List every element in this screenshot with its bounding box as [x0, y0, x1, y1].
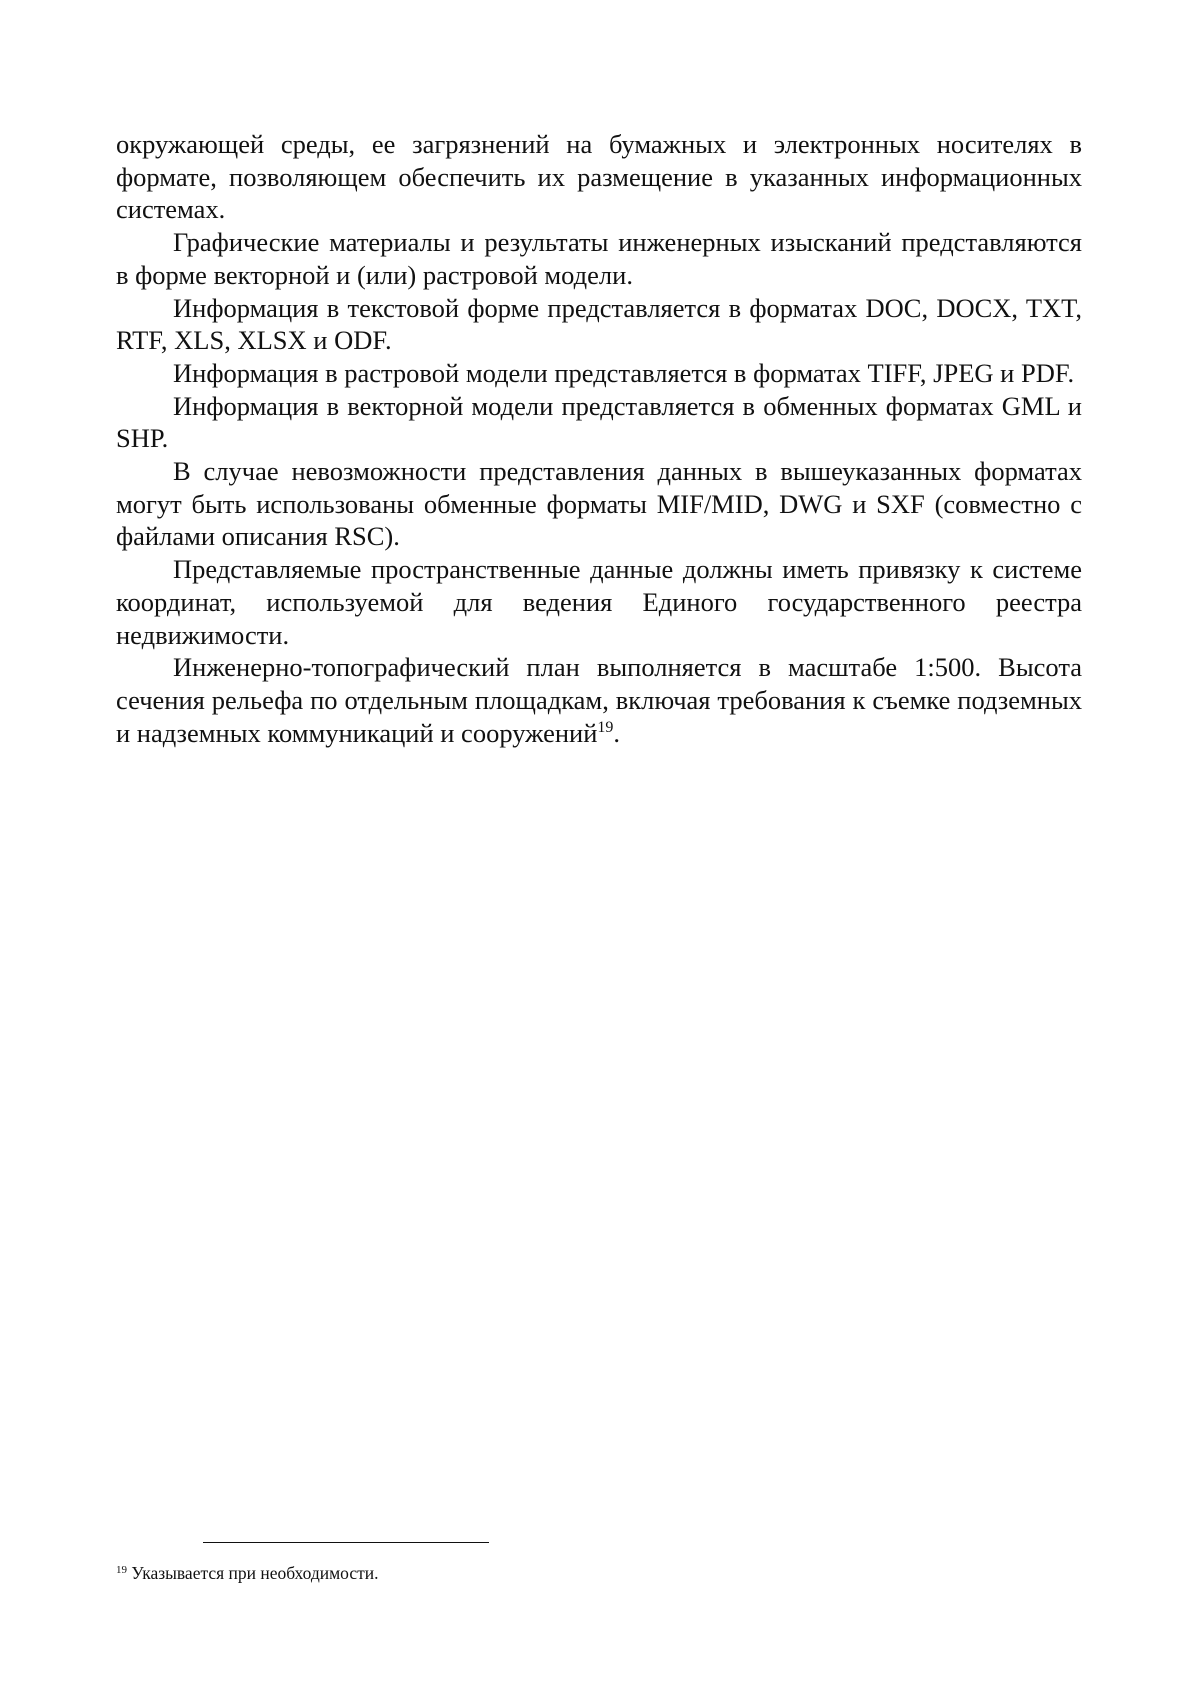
footnote-separator [203, 1542, 489, 1543]
paragraph-coordinate-system: Представляемые пространственные данные должны иметь привязку к системе координат, используемой для ведения Единого государственного реестра недвижимости. [116, 554, 1082, 650]
footnote-number: 19 [116, 1564, 127, 1576]
paragraph-continuation: окружающей среды, ее загрязнений на бумажных и электронных носителях в формате, позволяющем обеспечить их размещение в указанных информационных системах. [116, 129, 1082, 225]
footnote-reference: 19 [597, 718, 614, 736]
paragraph-topographic-plan [116, 651, 1082, 749]
paragraph-raster-formats: Информация в растровой модели представляется в форматах TIFF, JPEG и PDF. [173, 357, 1075, 388]
body-text [116, 128, 1082, 749]
paragraph-vector-formats: Информация в векторной модели представляется в обменных форматах GML и SHP. [116, 390, 1082, 454]
paragraph-exchange-formats: В случае невозможности представления данных в вышеуказанных форматах могут быть использованы обменные форматы MIF/MID, DWG и SXF (совместно с файлами описания RSC). [116, 456, 1082, 552]
paragraph-text-formats: Информация в текстовой форме представляется в форматах DOC, DOCX, TXT, RTF, XLS, XLSX и ODF. [116, 292, 1082, 356]
footnote-text: Указывается при необходимости. [127, 1563, 379, 1583]
paragraph-graphic-materials: Графические материалы и результаты инженерных изысканий представляются в форме векторной и (или) растровой модели. [116, 227, 1082, 290]
footnote [116, 1562, 1082, 1584]
paragraph-topographic-plan-text: Инженерно-топографический план выполняется в масштабе 1:500. Высота сечения рельефа по отдельным площадкам, включая требования к съемке подземных и надземных коммуникаций и сооружений [116, 652, 1082, 748]
paragraph-end-punctuation: . [613, 717, 621, 748]
